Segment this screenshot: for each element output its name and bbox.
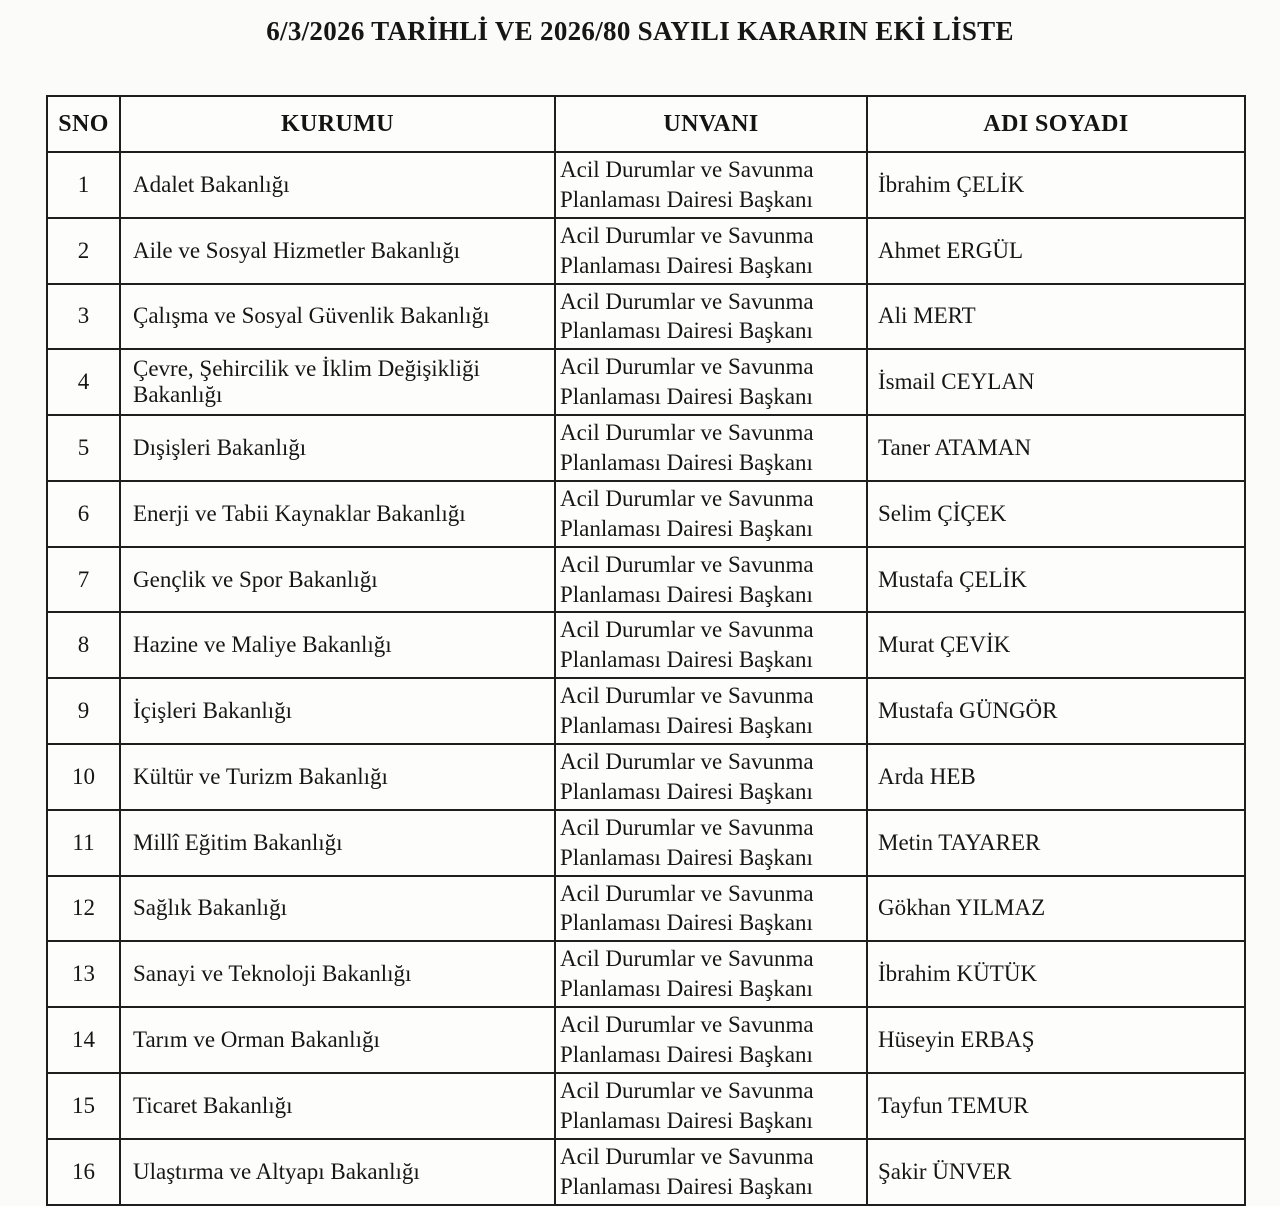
cell-adi-soyadi: Ali MERT xyxy=(867,284,1245,350)
cell-adi-soyadi: Murat ÇEVİK xyxy=(867,612,1245,678)
cell-sno: 3 xyxy=(47,284,120,350)
cell-kurumu: Aile ve Sosyal Hizmetler Bakanlığı xyxy=(120,218,555,284)
cell-unvani: Acil Durumlar ve Savunma Planlaması Dairesi Başkanı xyxy=(555,744,867,810)
cell-sno: 1 xyxy=(47,152,120,218)
cell-adi-soyadi: Taner ATAMAN xyxy=(867,415,1245,481)
cell-kurumu: Adalet Bakanlığı xyxy=(120,152,555,218)
cell-kurumu: Millî Eğitim Bakanlığı xyxy=(120,810,555,876)
cell-kurumu: Sağlık Bakanlığı xyxy=(120,876,555,942)
cell-sno: 14 xyxy=(47,1007,120,1073)
cell-unvani: Acil Durumlar ve Savunma Planlaması Dairesi Başkanı xyxy=(555,1073,867,1139)
table-row xyxy=(47,744,1245,810)
cell-kurumu: Ticaret Bakanlığı xyxy=(120,1073,555,1139)
cell-adi-soyadi: İsmail CEYLAN xyxy=(867,349,1245,415)
cell-adi-soyadi: Şakir ÜNVER xyxy=(867,1139,1245,1205)
cell-kurumu: Dışişleri Bakanlığı xyxy=(120,415,555,481)
cell-adi-soyadi: Tayfun TEMUR xyxy=(867,1073,1245,1139)
annex-list-table xyxy=(46,95,1246,1206)
cell-adi-soyadi: İbrahim KÜTÜK xyxy=(867,941,1245,1007)
cell-unvani: Acil Durumlar ve Savunma Planlaması Dairesi Başkanı xyxy=(555,678,867,744)
cell-adi-soyadi: Ahmet ERGÜL xyxy=(867,218,1245,284)
table-row xyxy=(47,810,1245,876)
cell-unvani: Acil Durumlar ve Savunma Planlaması Dairesi Başkanı xyxy=(555,152,867,218)
cell-adi-soyadi: Arda HEB xyxy=(867,744,1245,810)
header-unvani: UNVANI xyxy=(555,96,867,152)
cell-adi-soyadi: Selim ÇİÇEK xyxy=(867,481,1245,547)
table-row xyxy=(47,218,1245,284)
cell-unvani: Acil Durumlar ve Savunma Planlaması Dairesi Başkanı xyxy=(555,876,867,942)
cell-kurumu: İçişleri Bakanlığı xyxy=(120,678,555,744)
cell-unvani: Acil Durumlar ve Savunma Planlaması Dairesi Başkanı xyxy=(555,612,867,678)
cell-sno: 16 xyxy=(47,1139,120,1205)
header-kurumu: KURUMU xyxy=(120,96,555,152)
cell-kurumu: Hazine ve Maliye Bakanlığı xyxy=(120,612,555,678)
cell-sno: 4 xyxy=(47,349,120,415)
cell-sno: 8 xyxy=(47,612,120,678)
cell-adi-soyadi: Mustafa GÜNGÖR xyxy=(867,678,1245,744)
cell-sno: 15 xyxy=(47,1073,120,1139)
table-row xyxy=(47,284,1245,350)
table-row xyxy=(47,678,1245,744)
cell-kurumu: Gençlik ve Spor Bakanlığı xyxy=(120,547,555,613)
cell-unvani: Acil Durumlar ve Savunma Planlaması Dairesi Başkanı xyxy=(555,349,867,415)
table-row xyxy=(47,941,1245,1007)
cell-unvani: Acil Durumlar ve Savunma Planlaması Dairesi Başkanı xyxy=(555,284,867,350)
cell-adi-soyadi: İbrahim ÇELİK xyxy=(867,152,1245,218)
cell-kurumu: Tarım ve Orman Bakanlığı xyxy=(120,1007,555,1073)
cell-adi-soyadi: Mustafa ÇELİK xyxy=(867,547,1245,613)
header-adi-soyadi: ADI SOYADI xyxy=(867,96,1245,152)
header-sno: SNO xyxy=(47,96,120,152)
cell-sno: 11 xyxy=(47,810,120,876)
cell-sno: 12 xyxy=(47,876,120,942)
cell-sno: 10 xyxy=(47,744,120,810)
table-row xyxy=(47,415,1245,481)
table-row xyxy=(47,612,1245,678)
cell-sno: 7 xyxy=(47,547,120,613)
table-row xyxy=(47,152,1245,218)
cell-sno: 9 xyxy=(47,678,120,744)
table-row xyxy=(47,876,1245,942)
cell-sno: 6 xyxy=(47,481,120,547)
table-row xyxy=(47,1139,1245,1205)
cell-kurumu: Çevre, Şehircilik ve İklim Değişikliği Bakanlığı xyxy=(120,349,555,415)
cell-unvani: Acil Durumlar ve Savunma Planlaması Dairesi Başkanı xyxy=(555,1139,867,1205)
cell-adi-soyadi: Metin TAYARER xyxy=(867,810,1245,876)
cell-kurumu: Kültür ve Turizm Bakanlığı xyxy=(120,744,555,810)
cell-adi-soyadi: Gökhan YILMAZ xyxy=(867,876,1245,942)
page-title: 6/3/2026 TARİHLİ VE 2026/80 SAYILI KARARIN EKİ LİSTE xyxy=(266,16,1014,46)
cell-adi-soyadi: Hüseyin ERBAŞ xyxy=(867,1007,1245,1073)
cell-sno: 2 xyxy=(47,218,120,284)
cell-unvani: Acil Durumlar ve Savunma Planlaması Dairesi Başkanı xyxy=(555,415,867,481)
cell-unvani: Acil Durumlar ve Savunma Planlaması Dairesi Başkanı xyxy=(555,481,867,547)
cell-sno: 13 xyxy=(47,941,120,1007)
table-header-row xyxy=(47,96,1245,152)
cell-unvani: Acil Durumlar ve Savunma Planlaması Dairesi Başkanı xyxy=(555,1007,867,1073)
cell-kurumu: Çalışma ve Sosyal Güvenlik Bakanlığı xyxy=(120,284,555,350)
cell-kurumu: Enerji ve Tabii Kaynaklar Bakanlığı xyxy=(120,481,555,547)
table-body xyxy=(47,152,1245,1205)
cell-unvani: Acil Durumlar ve Savunma Planlaması Dairesi Başkanı xyxy=(555,218,867,284)
table-row xyxy=(47,349,1245,415)
cell-kurumu: Sanayi ve Teknoloji Bakanlığı xyxy=(120,941,555,1007)
cell-kurumu: Ulaştırma ve Altyapı Bakanlığı xyxy=(120,1139,555,1205)
table-row xyxy=(47,1007,1245,1073)
cell-sno: 5 xyxy=(47,415,120,481)
table-row xyxy=(47,1073,1245,1139)
table-row xyxy=(47,481,1245,547)
table-row xyxy=(47,547,1245,613)
cell-unvani: Acil Durumlar ve Savunma Planlaması Dairesi Başkanı xyxy=(555,941,867,1007)
cell-unvani: Acil Durumlar ve Savunma Planlaması Dairesi Başkanı xyxy=(555,547,867,613)
cell-unvani: Acil Durumlar ve Savunma Planlaması Dairesi Başkanı xyxy=(555,810,867,876)
